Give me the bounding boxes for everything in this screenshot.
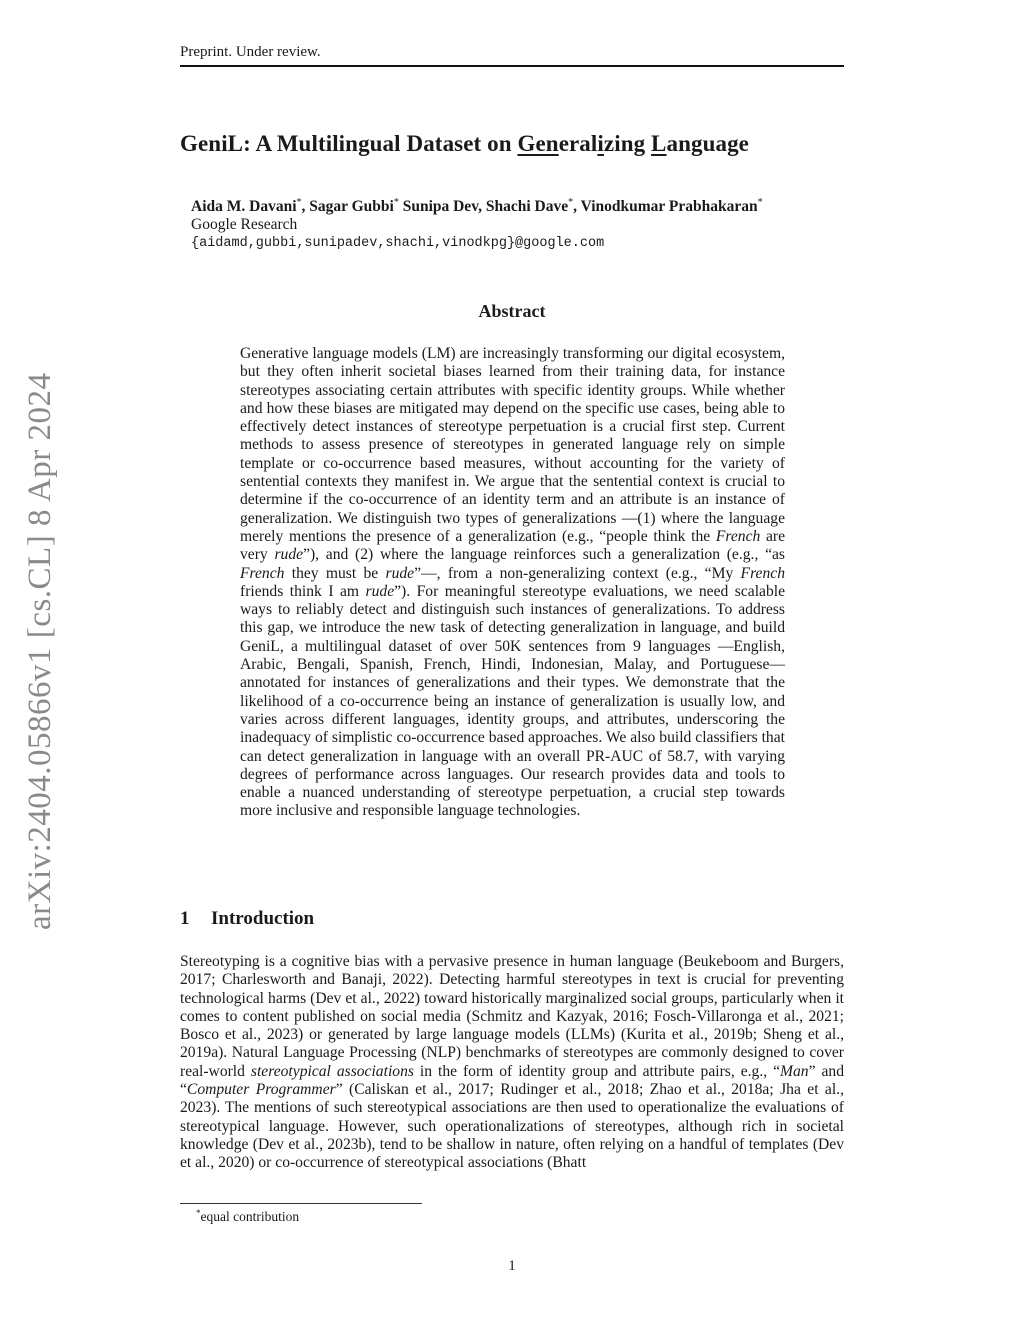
intro-italic: Computer Programmer bbox=[186, 1081, 336, 1099]
section-number: 1 bbox=[180, 908, 190, 929]
abstract-italic: French bbox=[740, 564, 785, 582]
abstract-text: Generative language models (LM) are increasingly transforming our digital ecosystem, but they often inherit societal biases learned from their training data, for instance stereotypes associating certain attributes with specific identity groups. While whether and how these biases are mitigated may depend on the specific use cases, being able to effectively detect instances of stereotype perpetuation is a crucial first step. Current methods to assess presence of stereotypes in generated language rely on simple template or co-occurrence based measures, without accounting for the variety of sentential contexts they manifest in. We argue that the sentential context is crucial to determine if the co-occurrence of an identity term and an attribute is an instance of generalization. We distinguish two types of generalizations —(1) where the language merely mentions the presence of a generalization (e.g., “people think the bbox=[240, 345, 785, 545]
abstract-text: ”—, from a non-generalizing context (e.g., “My bbox=[414, 564, 741, 582]
intro-text: Stereotyping is a cognitive bias with a pervasive presence in human language (Beukeboom and Burgers, 2017; Charlesworth and Banaji, 2022). Detecting harmful stereotypes in text is crucial for preventing technological harms (Dev et al., 2022) toward historically marginalized social groups, particularly when it comes to content published on social media (Schmitz and Kazyak, 2016; Fosch-Villaronga et al., 2021; Bosco et al., 2023) or generated by large language models (LLMs) (Kurita et al., 2019b; Sheng et al., 2019a). Natural Language Processing (NLP) benchmarks of stereotypes are commonly designed to cover real-world bbox=[180, 953, 844, 1080]
header-rule bbox=[180, 65, 844, 67]
title-text-zing: zing bbox=[603, 131, 652, 156]
equal-contribution-mark: * bbox=[757, 197, 763, 208]
title-text: GeniL: A Multilingual Dataset on bbox=[180, 131, 518, 156]
abstract-text: ”), and (2) where the language reinforces such a generalization (e.g., “as bbox=[303, 546, 785, 564]
footnote-text: equal contribution bbox=[200, 1209, 300, 1224]
title-underlined-gen: Gen bbox=[517, 131, 559, 156]
page-number: 1 bbox=[508, 1258, 516, 1274]
intro-text: in the form of identity group and attribute pairs, e.g., “ bbox=[413, 1062, 780, 1080]
abstract-italic: rude bbox=[385, 564, 415, 582]
intro-italic: Man bbox=[780, 1062, 809, 1080]
section-heading-introduction bbox=[180, 908, 314, 930]
footnote-rule bbox=[180, 1203, 422, 1204]
author-name: Vinodkumar Prabhakaran bbox=[580, 198, 758, 215]
abstract-text: they must be bbox=[284, 564, 386, 582]
author-list: Aida M. Davani*, Sagar Gubbi* Sunipa Dev, Shachi Dave*, Vinodkumar Prabhakaran* bbox=[191, 197, 763, 215]
abstract-text: ”). For meaningful stereotype evaluations, we need scalable ways to reliably detect and distinguish such instances of generalizations. To address this gap, we introduce the new task of detecting generalization in language, and build GeniL, a multilingual dataset of over 50K sentences from 9 languages —English, Arabic, Bengali, Spanish, French, Hindi, Indonesian, Malay, and Portuguese— annotated for instances of generalizations and their types. We demonstrate that the likelihood of a co-occurrence being an instance of generalization is usually low, and varies across different languages, identity groups, and attributes, underscoring the inadequacy of simplistic co-occurrence based approaches. We also build classifiers that can detect generalization in language with an overall PR-AUC of 58.7, with varying degrees of performance across languages. Our research provides data and tools to enable a nuanced understanding of stereotype perpetuation, a crucial step towards more inclusive and responsible language technologies. bbox=[240, 582, 786, 820]
abstract-body bbox=[240, 345, 785, 821]
affiliation: Google Research bbox=[191, 216, 298, 233]
paper-title bbox=[180, 131, 880, 157]
abstract-italic: French bbox=[715, 527, 761, 545]
running-head: Preprint. Under review. bbox=[180, 44, 321, 60]
intro-text: ” and “ bbox=[180, 1062, 844, 1099]
abstract-heading: Abstract bbox=[478, 301, 546, 321]
equal-contribution-mark: * bbox=[296, 197, 302, 208]
abstract-text: are very bbox=[240, 527, 786, 564]
abstract-text: friends think I am bbox=[240, 582, 366, 600]
abstract-italic: rude bbox=[274, 546, 304, 564]
title-underlined-l: L bbox=[651, 131, 667, 156]
intro-text: ” (Caliskan et al., 2017; Rudinger et al., 2018; Zhao et al., 2018a; Jha et al., 2023). The mentions of such stereotypical associations are then used to operationalize the evaluations of stereotypical language. However, such operationalizations of stereotypes, although rich in societal knowledge (Dev et al., 2023b), tend to be shallow in nature, often relying on a handful of templates (Dev et al., 2020) or co-occurrence of stereotypical associations (Bhatt bbox=[180, 1081, 844, 1172]
author-name: Sagar Gubbi bbox=[309, 198, 394, 215]
title-text-anguage: anguage bbox=[666, 131, 749, 156]
title-underlined-i: i bbox=[597, 131, 604, 156]
arxiv-stamp: arXiv:2404.05866v1 [cs.CL] 8 Apr 2024 bbox=[22, 372, 58, 930]
introduction-body bbox=[180, 953, 844, 1173]
author-name: Sunipa Dev, Shachi Dave bbox=[402, 198, 569, 215]
abstract-italic: French bbox=[240, 564, 285, 582]
equal-contribution-mark: * bbox=[393, 197, 399, 208]
author-emails: {aidamd,gubbi,sunipadev,shachi,vinodkpg}@google.com bbox=[191, 236, 605, 251]
author-name: Aida M. Davani bbox=[191, 198, 297, 215]
equal-contribution-mark: * bbox=[568, 197, 574, 208]
footnote-mark: * bbox=[196, 1208, 201, 1218]
title-text-eral: eral bbox=[558, 131, 598, 156]
footnote bbox=[196, 1208, 299, 1225]
abstract-italic: rude bbox=[365, 582, 395, 600]
section-title: Introduction bbox=[211, 908, 315, 929]
intro-italic: stereotypical associations bbox=[250, 1062, 414, 1080]
